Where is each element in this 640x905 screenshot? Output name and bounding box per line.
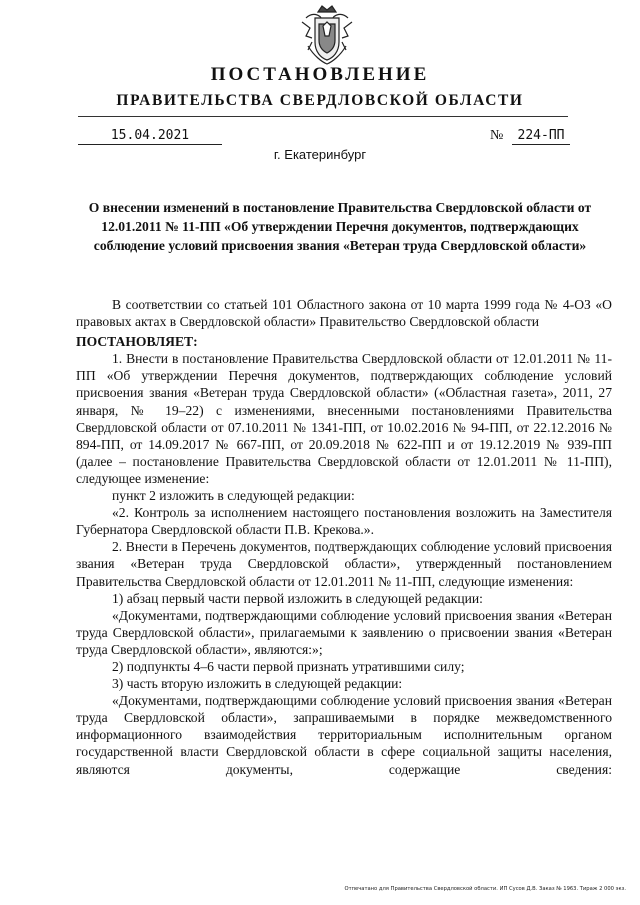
document-type-heading: ПОСТАНОВЛЕНИЕ — [210, 64, 430, 85]
decree-keyword: ПОСТАНОВЛЯЕТ: — [76, 334, 198, 350]
clause-1-instruction: пункт 2 изложить в следующей редакции: — [112, 488, 355, 504]
clause-2-item-2: 2) подпункты 4–6 части первой признать утратившими силу; — [112, 658, 465, 674]
clause-2-item-3-text: «Документами, подтверждающими соблюдение условий присвоения звания «Ветеран труда Свердловской области», запрашиваемыми в порядке межведомственного информационного взаимодействия территориальным исполнительным органом государственной власти Свердловской области в сфере социальной защиты населения, являются документы, содержащие сведения: — [76, 693, 612, 777]
issuing-authority-heading: ПРАВИТЕЛЬСТВА СВЕРДЛОВСКОЙ ОБЛАСТИ — [116, 92, 524, 109]
document-body — [76, 296, 612, 778]
document-number: 224-ПП — [512, 128, 570, 145]
city-label: г. Екатеринбург — [273, 147, 367, 162]
clause-1-paragraph: 1. Внести в постановление Правительства Свердловской области от 12.01.2011 № 11-ПП «Об утверждении Перечня документов, подтверждающих соблюдение условий присвоения звания «Ветеран труда Свердловской области» («Областная газета», 2011, 27 января, № 19–22) с изменениями, внесенными постановлениями Правительства Свердловской области от 07.10.2011 № 1341-ПП, от 10.02.2016 № 94-ПП, от 22.12.2016 № 894-ПП, от 14.09.2017 № 667-ПП, от 20.09.2018 № 622-ПП и от 19.12.2019 № 939-ПП (далее – постановление Правительства Свердловской области от 12.01.2011 № 11-ПП), следующее изменение: — [76, 351, 612, 486]
print-footer: Отпечатано для Правительства Свердловской области. ИП Сусов Д.В. Заказ № 1963. Тираж 2 000 экз. — [344, 886, 626, 892]
clause-1-new-text: «2. Контроль за исполнением настоящего постановления возложить на Заместителя Губернатора Свердловской области П.В. Крекова.». — [76, 505, 612, 538]
coat-of-arms-emblem — [298, 2, 356, 66]
document-date: 15.04.2021 — [78, 128, 222, 145]
clause-2-item-1-text: «Документами, подтверждающими соблюдение условий присвоения звания «Ветеран труда Свердловской области», прилагаемыми к заявлению о присвоении звания «Ветеран труда Свердловской области», являются:»; — [76, 607, 612, 657]
header-divider — [78, 116, 568, 117]
number-sign: № — [490, 128, 504, 143]
clause-2-paragraph: 2. Внести в Перечень документов, подтверждающих соблюдение условий присвоения звания «Ветеран труда Свердловской области», утвержденный постановлением Правительства Свердловской области от 12.01.2011 № 11-ПП, следующие изменения: — [76, 539, 612, 589]
clause-2-item-3: 3) часть вторую изложить в следующей редакции: — [112, 676, 403, 692]
clause-2-item-1: 1) абзац первый части первой изложить в следующей редакции: — [112, 590, 483, 606]
document-title: О внесении изменений в постановление Правительства Свердловской области от 12.01.2011 № 11-ПП «Об утверждении Перечня документов, подтверждающих соблюдение условий присвоения звания «Ветеран труда Свердловской области» — [88, 200, 592, 253]
preamble-paragraph: В соответствии со статьей 101 Областного закона от 10 марта 1999 года № 4-ОЗ «О правовых актах в Свердловской области» Правительство Свердловской области — [76, 297, 612, 330]
